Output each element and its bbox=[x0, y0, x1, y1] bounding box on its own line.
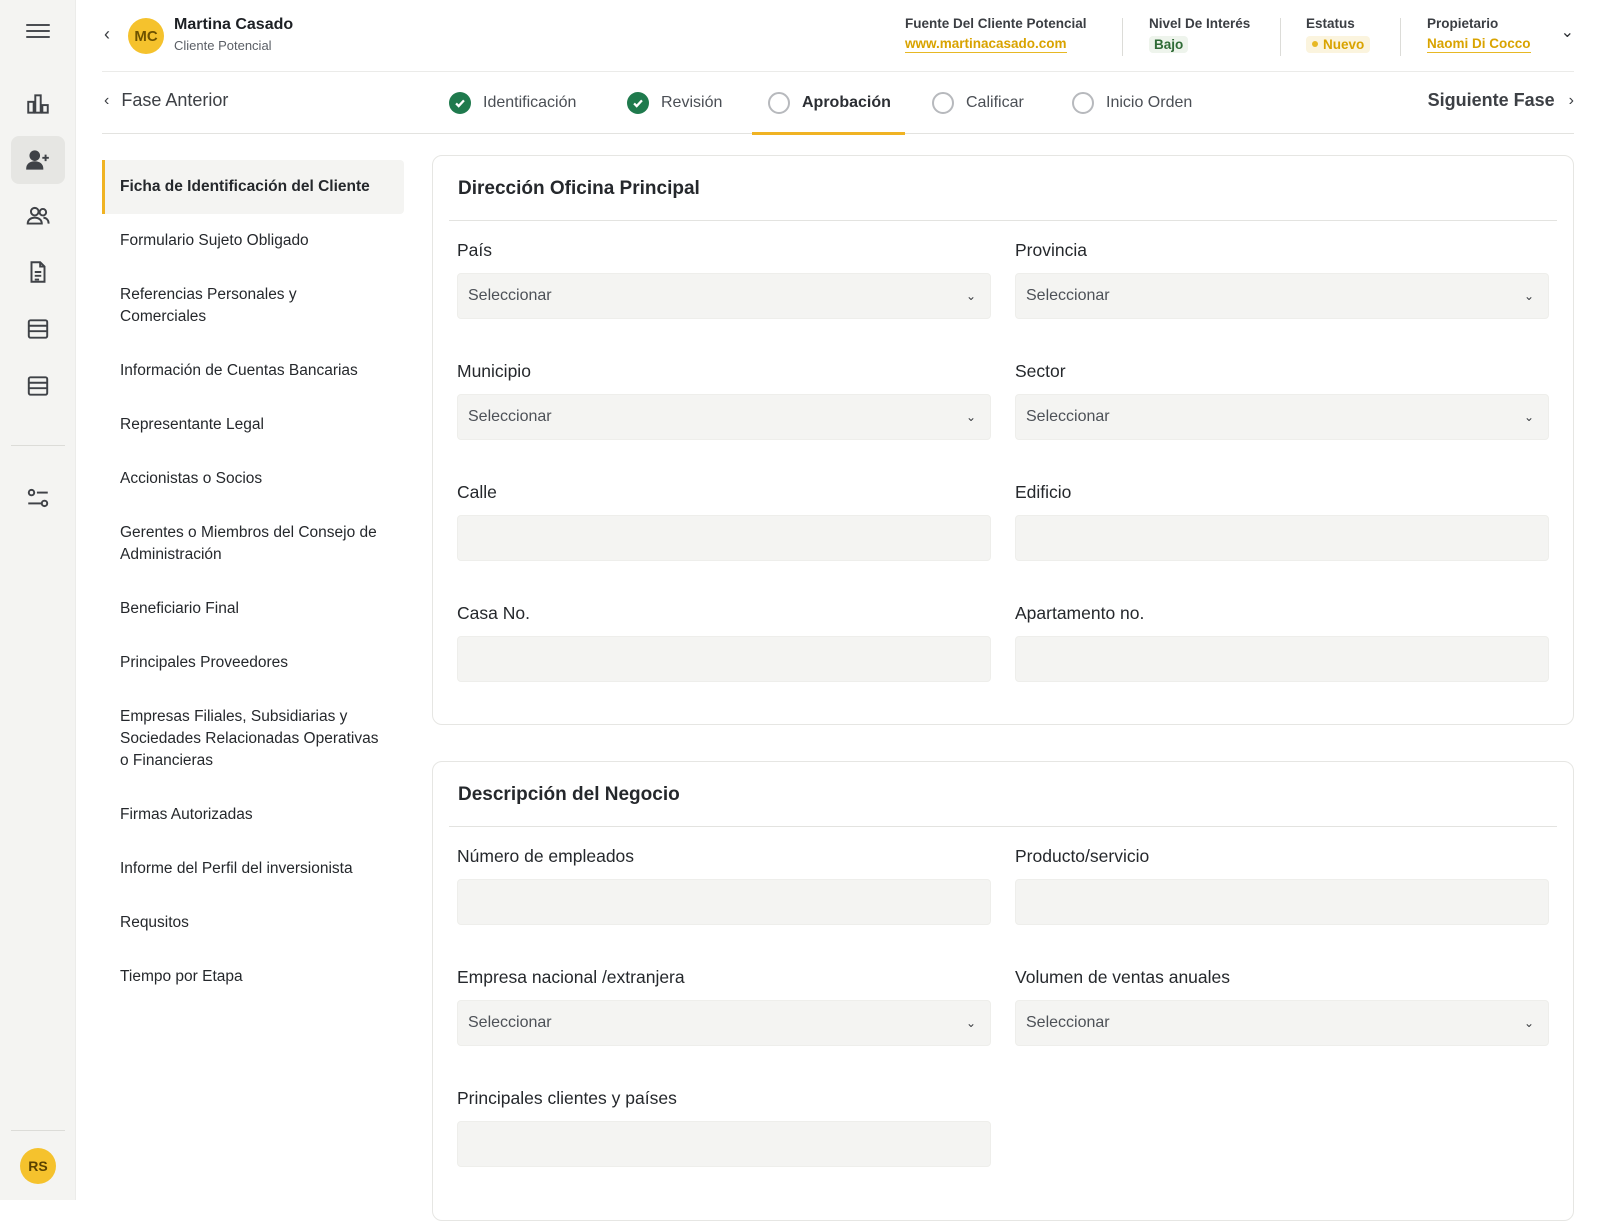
chevron-down-icon: ⌄ bbox=[965, 1016, 976, 1030]
lead-role: Cliente Potencial bbox=[174, 38, 272, 53]
status-dot-icon bbox=[1312, 41, 1318, 47]
phase-step-calificar[interactable] bbox=[932, 72, 1024, 134]
house-number-input[interactable] bbox=[457, 636, 991, 682]
chevron-down-icon: ⌄ bbox=[1523, 289, 1534, 303]
nav-leads[interactable] bbox=[11, 136, 65, 184]
dropdown-value: Seleccionar bbox=[468, 287, 552, 304]
lead-header bbox=[102, 0, 1574, 72]
status-badge-text: Nuevo bbox=[1323, 37, 1365, 52]
field-label: País bbox=[457, 240, 493, 260]
field-label: Producto/servicio bbox=[1015, 846, 1150, 866]
section-item[interactable]: Requsitos bbox=[120, 914, 189, 931]
dropdown-value: Seleccionar bbox=[468, 408, 552, 425]
card-title: Descripción del Negocio bbox=[458, 784, 680, 805]
section-item[interactable]: Principales Proveedores bbox=[120, 654, 289, 671]
section-item[interactable]: Tiempo por Etapa bbox=[120, 968, 243, 985]
sector-dropdown[interactable] bbox=[1015, 394, 1549, 440]
chevron-left-icon: ‹ bbox=[104, 91, 110, 109]
phase-step-label: Calificar bbox=[966, 94, 1024, 111]
meta-separator bbox=[1400, 18, 1401, 56]
users-icon bbox=[25, 203, 51, 229]
phase-bar bbox=[102, 72, 1574, 134]
user-avatar[interactable]: RS bbox=[20, 1148, 56, 1184]
product-service-field bbox=[1015, 846, 1549, 925]
dropdown-value: Seleccionar bbox=[1026, 287, 1110, 304]
chevron-down-icon: ⌄ bbox=[1523, 410, 1534, 424]
section-item[interactable]: Gerentes o Miembros del Consejo de Administración bbox=[120, 524, 377, 563]
chevron-right-icon: › bbox=[1568, 91, 1574, 109]
field-label: Casa No. bbox=[457, 603, 530, 623]
card-title: Dirección Oficina Principal bbox=[458, 178, 700, 199]
street-input[interactable] bbox=[457, 515, 991, 561]
rail-divider bbox=[11, 1130, 65, 1131]
annual-sales-dropdown[interactable] bbox=[1015, 1000, 1549, 1046]
table-icon bbox=[25, 373, 51, 399]
section-item[interactable]: Información de Cuentas Bancarias bbox=[120, 362, 358, 379]
section-item[interactable]: Firmas Autorizadas bbox=[120, 806, 253, 823]
card-divider bbox=[449, 220, 1557, 221]
interest-level bbox=[1149, 16, 1250, 53]
phase-step-revision[interactable] bbox=[627, 72, 722, 134]
chevron-down-icon: ⌄ bbox=[965, 410, 976, 424]
phase-step-inicio-orden[interactable] bbox=[1072, 72, 1192, 134]
status-label: Estatus bbox=[1306, 16, 1355, 31]
phase-step-aprobacion[interactable] bbox=[768, 72, 891, 134]
field-label: Apartamento no. bbox=[1015, 603, 1145, 623]
apartment-number-input[interactable] bbox=[1015, 636, 1549, 682]
bar-chart-icon bbox=[25, 91, 51, 117]
nav-table-2[interactable] bbox=[11, 362, 65, 410]
previous-phase-button[interactable] bbox=[104, 90, 228, 111]
phase-step-label: Identificación bbox=[483, 94, 577, 111]
address-card bbox=[432, 155, 1574, 725]
meta-separator bbox=[1280, 18, 1281, 56]
check-circle-icon bbox=[449, 92, 471, 114]
street-field bbox=[457, 482, 991, 561]
section-item[interactable]: Accionistas o Socios bbox=[120, 470, 263, 487]
next-phase-button[interactable] bbox=[1428, 90, 1574, 111]
chevron-down-icon: ⌄ bbox=[1523, 1016, 1534, 1030]
field-label: Municipio bbox=[457, 361, 531, 381]
status bbox=[1306, 16, 1370, 53]
municipality-dropdown[interactable] bbox=[457, 394, 991, 440]
empty-circle-icon bbox=[932, 92, 954, 114]
section-nav bbox=[102, 160, 404, 1004]
nav-contacts[interactable] bbox=[11, 192, 65, 240]
rail-divider bbox=[11, 445, 65, 446]
sliders-icon bbox=[25, 485, 51, 511]
house-number-field bbox=[457, 603, 991, 682]
section-item[interactable]: Representante Legal bbox=[120, 416, 264, 433]
table-icon bbox=[25, 316, 51, 342]
lead-source bbox=[905, 16, 1087, 51]
phase-step-label: Revisión bbox=[661, 94, 723, 111]
nav-settings[interactable] bbox=[11, 474, 65, 522]
nav-documents[interactable] bbox=[11, 248, 65, 296]
company-origin-dropdown[interactable] bbox=[457, 1000, 991, 1046]
main-clients-input[interactable] bbox=[457, 1121, 991, 1167]
dropdown-value: Seleccionar bbox=[468, 1014, 552, 1031]
field-label: Edificio bbox=[1015, 482, 1072, 502]
section-item[interactable]: Informe del Perfil del inversionista bbox=[120, 860, 353, 877]
company-origin-select bbox=[457, 967, 991, 1046]
province-dropdown[interactable] bbox=[1015, 273, 1549, 319]
hamburger-menu-icon[interactable] bbox=[24, 20, 52, 44]
check-circle-icon bbox=[627, 92, 649, 114]
add-user-icon bbox=[25, 147, 51, 173]
empty-circle-icon bbox=[1072, 92, 1094, 114]
document-icon bbox=[25, 259, 51, 285]
section-item[interactable]: Formulario Sujeto Obligado bbox=[120, 232, 309, 249]
municipality-select bbox=[457, 361, 991, 440]
phase-step-identificacion[interactable] bbox=[449, 72, 576, 134]
owner-label: Propietario bbox=[1427, 16, 1499, 31]
interest-level-badge: Bajo bbox=[1149, 36, 1188, 53]
empty-circle-icon bbox=[768, 92, 790, 114]
left-rail bbox=[0, 0, 76, 1200]
owner-link[interactable]: Naomi Di Cocco bbox=[1427, 36, 1531, 51]
meta-separator bbox=[1122, 18, 1123, 56]
section-item[interactable]: Empresas Filiales, Subsidiarias y Sociedades Relacionadas Operativas o Financieras bbox=[120, 708, 379, 769]
field-label: Número de empleados bbox=[457, 846, 635, 866]
field-label: Empresa nacional /extranjera bbox=[457, 967, 685, 987]
field-label: Provincia bbox=[1015, 240, 1087, 260]
interest-level-label: Nivel De Interés bbox=[1149, 16, 1251, 31]
lead-source-link[interactable]: www.martinacasado.com bbox=[905, 36, 1067, 51]
owner bbox=[1427, 16, 1531, 51]
section-item[interactable]: Ficha de Identificación del Cliente bbox=[102, 160, 404, 214]
country-select bbox=[457, 240, 991, 319]
nav-table-1[interactable] bbox=[11, 305, 65, 353]
lead-avatar: MC bbox=[128, 18, 164, 54]
main-clients-field bbox=[457, 1088, 991, 1167]
lead-source-label: Fuente Del Cliente Potencial bbox=[905, 16, 1087, 31]
field-label: Volumen de ventas anuales bbox=[1015, 967, 1231, 987]
country-dropdown[interactable] bbox=[457, 273, 991, 319]
lead-name: Martina Casado bbox=[174, 16, 294, 33]
employees-field bbox=[457, 846, 991, 925]
status-badge bbox=[1306, 36, 1370, 53]
field-label: Principales clientes y países bbox=[457, 1088, 677, 1108]
product-service-input[interactable] bbox=[1015, 879, 1549, 925]
previous-phase-label: Fase Anterior bbox=[121, 90, 229, 110]
chevron-down-icon[interactable]: ⌄ bbox=[1560, 24, 1574, 41]
dropdown-value: Seleccionar bbox=[1026, 408, 1110, 425]
building-field bbox=[1015, 482, 1549, 561]
business-card bbox=[432, 761, 1574, 1221]
chevron-down-icon: ⌄ bbox=[965, 289, 976, 303]
employees-input[interactable] bbox=[457, 879, 991, 925]
annual-sales-select bbox=[1015, 967, 1549, 1046]
back-chevron-icon[interactable]: ‹ bbox=[104, 24, 110, 44]
building-input[interactable] bbox=[1015, 515, 1549, 561]
card-divider bbox=[449, 826, 1557, 827]
section-item[interactable]: Beneficiario Final bbox=[120, 600, 239, 617]
dropdown-value: Seleccionar bbox=[1026, 1014, 1110, 1031]
phase-step-label: Aprobación bbox=[802, 94, 891, 111]
apartment-number-field bbox=[1015, 603, 1549, 682]
next-phase-label: Siguiente Fase bbox=[1427, 90, 1555, 110]
field-label: Calle bbox=[457, 482, 497, 502]
sector-select bbox=[1015, 361, 1549, 440]
phase-step-label: Inicio Orden bbox=[1106, 94, 1193, 111]
field-label: Sector bbox=[1015, 361, 1066, 381]
section-item[interactable]: Referencias Personales y Comerciales bbox=[120, 286, 297, 325]
nav-dashboard[interactable] bbox=[11, 80, 65, 128]
province-select bbox=[1015, 240, 1549, 319]
